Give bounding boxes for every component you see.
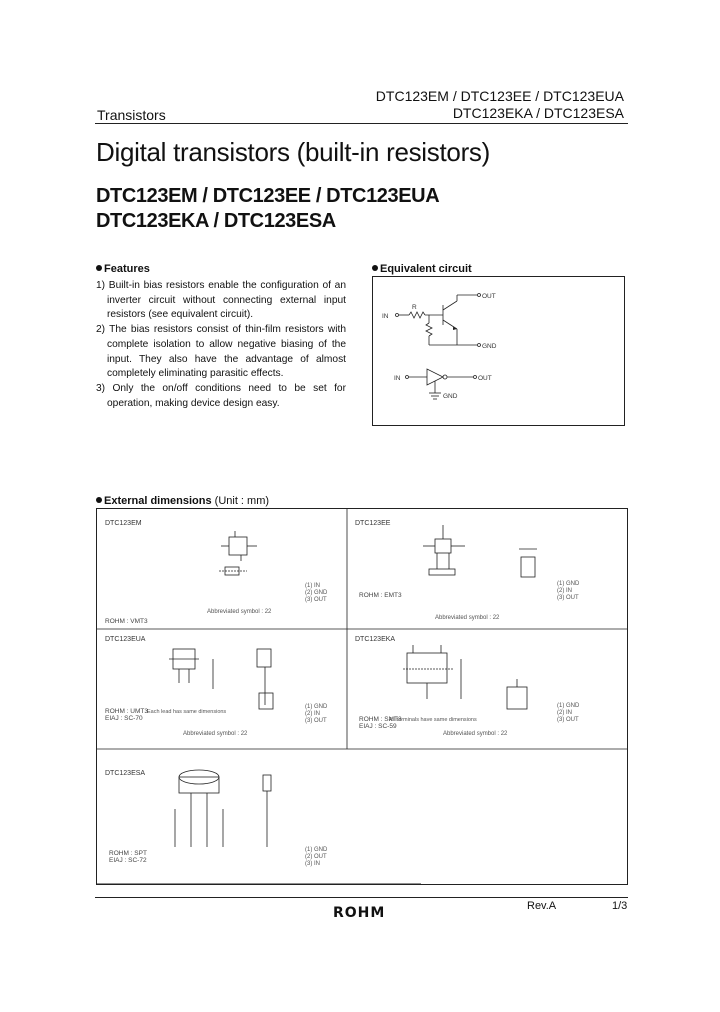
- dim-cell-pin: (3) OUT: [305, 718, 327, 724]
- dim-cell-note: Each lead has same dimensions: [147, 709, 227, 715]
- external-dimensions-box: [96, 508, 628, 885]
- header-part-numbers-line2: DTC123EKA / DTC123ESA: [452, 105, 624, 121]
- dim-cell-name: DTC123EM: [105, 520, 142, 527]
- footer-rule: [95, 897, 628, 898]
- dim-cell-pin: (3) OUT: [557, 717, 579, 723]
- dim-cell-pin: (1) IN: [305, 583, 320, 589]
- dim-cell-abbr: Abbreviated symbol : 22: [183, 731, 248, 737]
- dim-cell-abbr: Abbreviated symbol : 22: [443, 731, 508, 737]
- dim-cell-package: ROHM : VMT3: [105, 618, 148, 625]
- eq-out-label: OUT: [482, 293, 496, 300]
- dim-cell-pin: (1) GND: [305, 704, 328, 710]
- eq-r-label: R: [412, 304, 417, 311]
- dim-cell-pin: (1) GND: [557, 581, 580, 587]
- dim-cell-note: All terminals have same dimensions: [389, 717, 477, 723]
- dim-cell-pin: (2) IN: [557, 710, 572, 716]
- part-numbers-line2: DTC123EKA / DTC123ESA: [96, 210, 336, 232]
- dim-cell-pin: (3) IN: [305, 861, 320, 867]
- feature-item: 1) Built-in bias resistors enable the configuration of an inverter circuit without connecting external input resistors (see equivalent circuit).: [96, 280, 346, 321]
- dim-cell-package-eiaj: EIAJ : SC-70: [105, 715, 143, 722]
- dimension-drawings: [97, 509, 627, 884]
- header-rule: [95, 123, 628, 124]
- dim-cell-package: ROHM : UMT3: [105, 708, 148, 715]
- features-heading: Features: [96, 263, 150, 275]
- dim-cell-name: DTC123ESA: [105, 770, 146, 777]
- dim-cell-pin: (3) OUT: [557, 595, 579, 601]
- dim-cell-pin: (2) GND: [305, 590, 328, 596]
- dim-cell-package-eiaj: EIAJ : SC-59: [359, 723, 397, 730]
- dim-cell-pin: (2) IN: [305, 711, 320, 717]
- dim-cell-pin: (2) OUT: [305, 854, 327, 860]
- dim-cell-package: ROHM : SPT: [109, 850, 147, 857]
- eq-in-label-2: IN: [394, 375, 401, 382]
- header-category: Transistors: [97, 107, 166, 123]
- page-number: 1/3: [612, 900, 628, 912]
- dim-cell-pin: (1) GND: [557, 703, 580, 709]
- eq-gnd-label: GND: [482, 343, 497, 350]
- revision: Rev.A: [527, 900, 557, 912]
- header-part-numbers-line1: DTC123EM / DTC123EE / DTC123EUA: [375, 88, 624, 104]
- feature-item: 2) The bias resistors consist of thin-film resistors with complete isolation to allow negative biasing of the input. They also have the advantage of almost completely eliminating parasitic effects.: [96, 324, 346, 380]
- dim-cell-pin: (1) GND: [305, 847, 328, 853]
- dim-cell-abbr: Abbreviated symbol : 22: [207, 609, 272, 615]
- dim-cell-name: DTC123EUA: [105, 636, 146, 643]
- rohm-logo: ROHM: [333, 905, 386, 921]
- bullet-icon: [96, 497, 102, 503]
- dim-cell-package-eiaj: EIAJ : SC-72: [109, 857, 147, 864]
- equivalent-circuit-box: [372, 276, 625, 426]
- dim-cell-package: ROHM : SMT3: [359, 716, 402, 723]
- part-numbers-line1: DTC123EM / DTC123EE / DTC123EUA: [96, 185, 440, 207]
- eq-out-label-2: OUT: [478, 375, 492, 382]
- dim-cell-pin: (3) OUT: [305, 597, 327, 603]
- dim-cell-name: DTC123EKA: [355, 636, 396, 643]
- bullet-icon: [96, 265, 102, 271]
- equivalent-circuit-heading: Equivalent circuit: [372, 263, 472, 275]
- dim-cell-name: DTC123EE: [355, 520, 391, 527]
- external-dimensions-heading: External dimensions (Unit : mm): [96, 495, 269, 507]
- eq-in-label: IN: [382, 313, 389, 320]
- document-title: Digital transistors (built-in resistors): [96, 137, 490, 167]
- eq-gnd-label-2: GND: [443, 393, 458, 400]
- dim-cell-pin: (2) IN: [557, 588, 572, 594]
- dim-cell-package: ROHM : EMT3: [359, 592, 402, 599]
- equivalent-circuit-diagram: [373, 277, 624, 425]
- bullet-icon: [372, 265, 378, 271]
- feature-item: 3) Only the on/off conditions need to be set for operation, making device design easy.: [96, 382, 346, 409]
- dim-cell-abbr: Abbreviated symbol : 22: [435, 615, 500, 621]
- features-list: [96, 279, 346, 411]
